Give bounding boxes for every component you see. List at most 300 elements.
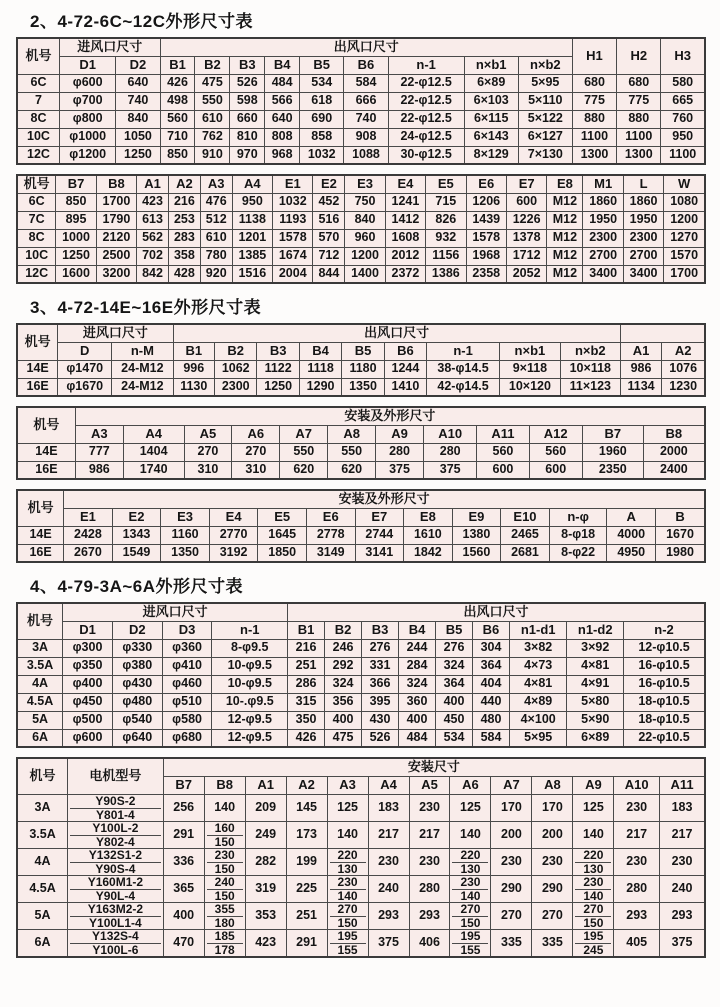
- value-cell: 1700: [96, 193, 136, 211]
- value-cell: 610: [195, 110, 230, 128]
- column-header: B4: [299, 342, 341, 360]
- stacked-values: [452, 903, 488, 929]
- value-cell: 858: [300, 128, 344, 146]
- stacked-value: 230: [337, 874, 358, 889]
- value-cell: 534: [436, 729, 473, 747]
- value-cell: φ460: [162, 675, 212, 693]
- row-label: 8C: [17, 110, 60, 128]
- header-row: [17, 342, 705, 360]
- value-cell: 1960: [582, 443, 643, 461]
- value-cell: φ540: [112, 711, 162, 729]
- value-cell: 600: [506, 193, 546, 211]
- value-cell: 16-φ10.5: [624, 675, 705, 693]
- value-cell: 560: [477, 443, 529, 461]
- table-row: [17, 92, 705, 110]
- value-cell: 880: [572, 110, 616, 128]
- value-cell: 1378: [506, 229, 546, 247]
- value-cell: 1241: [385, 193, 425, 211]
- value-cell: 780: [200, 247, 232, 265]
- column-header: B8: [96, 175, 136, 193]
- value-cell: 5×95: [509, 729, 566, 747]
- table-row: [17, 229, 705, 247]
- value-cell: 1610: [404, 526, 453, 544]
- stacked-value: Y100L-6: [70, 943, 161, 956]
- table-row: [17, 360, 705, 378]
- column-header: E3: [161, 508, 210, 526]
- value-cell: φ700: [60, 92, 116, 110]
- stacked-value: 140: [452, 889, 488, 902]
- value-cell: φ680: [162, 729, 212, 747]
- stacked-values: [330, 903, 366, 929]
- value-cell: 356: [325, 693, 362, 711]
- value-cell: 440: [473, 693, 510, 711]
- value-cell: 550: [280, 443, 328, 461]
- value-cell: 6×103: [464, 92, 518, 110]
- stacked-value: 150: [207, 835, 243, 848]
- value-cell: 230: [614, 794, 660, 821]
- value-cell: 895: [56, 211, 96, 229]
- value-cell: 1950: [583, 211, 623, 229]
- value-cell: 5×122: [518, 110, 572, 128]
- table-row: [17, 729, 705, 747]
- column-header: A3: [200, 175, 232, 193]
- row-label: 6A: [17, 929, 68, 957]
- value-cell: 290: [532, 875, 573, 902]
- section-title: 3、4-72-14E~16E外形尺寸表: [30, 298, 262, 317]
- value-cell: 335: [532, 929, 573, 957]
- table-row: [17, 461, 705, 479]
- stacked-value: 240: [214, 874, 235, 889]
- value-cell: 1410: [384, 378, 426, 396]
- value-cell: 125: [327, 794, 368, 821]
- row-label: 5A: [17, 711, 63, 729]
- value-cell: 620: [328, 461, 376, 479]
- stacked-value: Y90L-4: [70, 889, 161, 902]
- stacked-value: 150: [452, 916, 488, 929]
- value-cell: 1193: [273, 211, 313, 229]
- table-row: [17, 675, 705, 693]
- value-cell: 293: [660, 902, 705, 929]
- table-row: [17, 902, 705, 929]
- column-header: D3: [162, 621, 212, 639]
- column-header: E5: [258, 508, 307, 526]
- stacked-cell: [68, 929, 164, 957]
- row-label: 3.5A: [17, 657, 63, 675]
- stacked-values: [207, 822, 243, 848]
- stacked-cell: [573, 848, 614, 875]
- stacked-values: [575, 930, 611, 956]
- stacked-value: Y90S-2: [95, 793, 136, 808]
- stacked-cell: [327, 929, 368, 957]
- value-cell: 404: [473, 675, 510, 693]
- value-cell: 1600: [56, 265, 96, 283]
- value-cell: 4×89: [509, 693, 566, 711]
- value-cell: 24-M12: [112, 378, 173, 396]
- value-cell: 584: [344, 74, 388, 92]
- group-header: 安装尺寸: [163, 758, 705, 776]
- value-cell: 4950: [607, 544, 656, 562]
- value-cell: 6×115: [464, 110, 518, 128]
- value-cell: 125: [573, 794, 614, 821]
- header-row: [17, 508, 705, 526]
- row-label: 4A: [17, 848, 68, 875]
- value-cell: 1516: [232, 265, 272, 283]
- column-header: B1: [173, 342, 215, 360]
- column-header: A3: [75, 425, 123, 443]
- value-cell: 358: [168, 247, 200, 265]
- value-cell: 690: [300, 110, 344, 128]
- value-cell: 584: [473, 729, 510, 747]
- value-cell: 986: [620, 360, 662, 378]
- value-cell: 2700: [623, 247, 663, 265]
- value-cell: 246: [325, 639, 362, 657]
- value-cell: 1080: [664, 193, 705, 211]
- value-cell: 968: [265, 146, 300, 164]
- value-cell: 3400: [583, 265, 623, 283]
- value-cell: 280: [423, 443, 476, 461]
- stacked-value: Y160M1-2: [87, 874, 144, 889]
- value-cell: 1250: [116, 146, 160, 164]
- value-cell: 4×81: [567, 657, 624, 675]
- value-cell: 38-φ14.5: [427, 360, 500, 378]
- stacked-value: 230: [214, 847, 235, 862]
- value-cell: 920: [200, 265, 232, 283]
- table-row: [17, 378, 705, 396]
- stacked-values: [207, 903, 243, 929]
- value-cell: 428: [168, 265, 200, 283]
- column-header: D1: [63, 621, 113, 639]
- row-label: 7C: [17, 211, 56, 229]
- stacked-cell: [450, 902, 491, 929]
- column-header: n-1: [212, 621, 288, 639]
- stacked-values: [452, 876, 488, 902]
- value-cell: 710: [160, 128, 195, 146]
- value-cell: 230: [491, 848, 532, 875]
- stacked-value: 270: [583, 901, 604, 916]
- column-header: H2: [617, 38, 661, 74]
- column-header: H1: [572, 38, 616, 74]
- stacked-cell: [68, 875, 164, 902]
- value-cell: 240: [368, 875, 409, 902]
- value-cell: 2778: [306, 526, 355, 544]
- value-cell: 2400: [643, 461, 705, 479]
- value-cell: 270: [232, 443, 280, 461]
- value-cell: 364: [473, 657, 510, 675]
- value-cell: 470: [163, 929, 204, 957]
- stacked-value: Y100L-2: [92, 820, 139, 835]
- value-cell: 8-φ22: [549, 544, 607, 562]
- value-cell: 932: [426, 229, 466, 247]
- table-row: [17, 821, 705, 848]
- column-header: 机号: [17, 490, 64, 526]
- value-cell: 6×127: [518, 128, 572, 146]
- value-cell: 293: [614, 902, 660, 929]
- value-cell: 4×91: [567, 675, 624, 693]
- value-cell: 1670: [656, 526, 705, 544]
- value-cell: 580: [661, 74, 705, 92]
- table-row: [17, 693, 705, 711]
- row-label: 16E: [17, 544, 64, 562]
- value-cell: 1230: [662, 378, 705, 396]
- column-header: A6: [450, 776, 491, 794]
- value-cell: 1200: [345, 247, 385, 265]
- column-header: B3: [362, 621, 399, 639]
- value-cell: 230: [409, 794, 450, 821]
- table-row: [17, 711, 705, 729]
- value-cell: 1206: [466, 193, 506, 211]
- value-cell: 1122: [257, 360, 299, 378]
- value-cell: 304: [473, 639, 510, 657]
- column-header: E8: [547, 175, 583, 193]
- value-cell: 3200: [96, 265, 136, 283]
- column-header: n1-d1: [509, 621, 566, 639]
- row-label: 12C: [17, 146, 60, 164]
- value-cell: M12: [547, 229, 583, 247]
- value-cell: 22-φ12.5: [388, 92, 464, 110]
- table-row: [17, 794, 705, 821]
- value-cell: 2465: [501, 526, 550, 544]
- column-header: E5: [426, 175, 466, 193]
- column-header: A4: [368, 776, 409, 794]
- value-cell: 270: [184, 443, 232, 461]
- table-row: [17, 265, 705, 283]
- column-header: E4: [385, 175, 425, 193]
- value-cell: 183: [368, 794, 409, 821]
- value-cell: 2120: [96, 229, 136, 247]
- value-cell: 1712: [506, 247, 546, 265]
- stacked-cell: [204, 902, 245, 929]
- value-cell: 284: [399, 657, 436, 675]
- value-cell: φ1670: [58, 378, 112, 396]
- stacked-values: [70, 822, 161, 848]
- value-cell: 762: [195, 128, 230, 146]
- header-row: [17, 490, 705, 508]
- value-cell: 2000: [643, 443, 705, 461]
- column-header: 机号: [17, 758, 68, 794]
- row-label: 3.5A: [17, 821, 68, 848]
- column-header: B3: [230, 56, 265, 74]
- value-cell: 375: [660, 929, 705, 957]
- value-cell: 291: [286, 929, 327, 957]
- row-label: 12C: [17, 265, 56, 283]
- value-cell: 1740: [123, 461, 184, 479]
- column-header: B5: [342, 342, 384, 360]
- table-row: [17, 146, 705, 164]
- value-cell: 230: [368, 848, 409, 875]
- row-label: 6A: [17, 729, 63, 747]
- value-cell: 423: [245, 929, 286, 957]
- group-header: 安装及外形尺寸: [64, 490, 705, 508]
- row-label: 3A: [17, 639, 63, 657]
- value-cell: 10-.φ9.5: [212, 693, 288, 711]
- value-cell: 560: [529, 443, 582, 461]
- stacked-value: 270: [460, 901, 481, 916]
- stacked-value: 195: [460, 928, 481, 943]
- group-header: 进风口尺寸: [60, 38, 161, 56]
- value-cell: 1290: [299, 378, 341, 396]
- row-label: 4.5A: [17, 693, 63, 711]
- column-header: B4: [265, 56, 300, 74]
- value-cell: 570: [313, 229, 345, 247]
- value-cell: 2428: [64, 526, 113, 544]
- stacked-value: 270: [337, 901, 358, 916]
- section-4-72-6c-12c: [16, 7, 706, 284]
- value-cell: 230: [532, 848, 573, 875]
- column-header: D2: [116, 56, 160, 74]
- column-header: A11: [660, 776, 705, 794]
- value-cell: 400: [436, 693, 473, 711]
- stacked-value: 180: [207, 916, 243, 929]
- stacked-cell: [68, 848, 164, 875]
- column-header: 电机型号: [68, 758, 164, 794]
- value-cell: 365: [163, 875, 204, 902]
- row-label: 8C: [17, 229, 56, 247]
- value-cell: 600: [477, 461, 529, 479]
- table-row: [17, 443, 705, 461]
- value-cell: 1100: [572, 128, 616, 146]
- value-cell: 1088: [344, 146, 388, 164]
- value-cell: 216: [288, 639, 325, 657]
- stacked-values: [70, 930, 161, 956]
- column-header: A4: [123, 425, 184, 443]
- column-header: D: [58, 342, 112, 360]
- value-cell: 324: [325, 675, 362, 693]
- header-row: [17, 425, 705, 443]
- stacked-cell: [450, 875, 491, 902]
- value-cell: 2670: [64, 544, 113, 562]
- value-cell: 16-φ10.5: [624, 657, 705, 675]
- value-cell: 2358: [466, 265, 506, 283]
- section-tables: [16, 37, 706, 284]
- value-cell: M12: [547, 265, 583, 283]
- value-cell: 618: [300, 92, 344, 110]
- stacked-value: 355: [214, 901, 235, 916]
- row-label: 16E: [17, 378, 58, 396]
- value-cell: 125: [450, 794, 491, 821]
- value-cell: 1404: [123, 443, 184, 461]
- value-cell: 450: [436, 711, 473, 729]
- value-cell: 22-φ12.5: [388, 74, 464, 92]
- column-header: A8: [532, 776, 573, 794]
- table-row: [17, 544, 705, 562]
- value-cell: 8-φ18: [549, 526, 607, 544]
- column-header: E4: [209, 508, 258, 526]
- row-label: 10C: [17, 128, 60, 146]
- value-cell: 550: [328, 443, 376, 461]
- table-row: [17, 639, 705, 657]
- column-header: n-1: [427, 342, 500, 360]
- value-cell: 550: [195, 92, 230, 110]
- header-row: [17, 603, 705, 621]
- value-cell: 400: [163, 902, 204, 929]
- value-cell: 24-M12: [112, 360, 173, 378]
- column-header: A2: [168, 175, 200, 193]
- value-cell: 1130: [173, 378, 215, 396]
- value-cell: 353: [245, 902, 286, 929]
- group-header: 出风口尺寸: [160, 38, 572, 56]
- value-cell: 3141: [355, 544, 404, 562]
- value-cell: 1860: [583, 193, 623, 211]
- value-cell: 666: [344, 92, 388, 110]
- column-header: A12: [529, 425, 582, 443]
- value-cell: 475: [325, 729, 362, 747]
- stacked-value: 150: [330, 916, 366, 929]
- stacked-cell: [204, 821, 245, 848]
- value-cell: 750: [345, 193, 385, 211]
- value-cell: 426: [288, 729, 325, 747]
- group-header: [620, 324, 705, 342]
- value-cell: 8×129: [464, 146, 518, 164]
- column-header: A9: [573, 776, 614, 794]
- value-cell: 1578: [273, 229, 313, 247]
- value-cell: 230: [660, 848, 705, 875]
- value-cell: 12-φ9.5: [212, 729, 288, 747]
- value-cell: 6×89: [464, 74, 518, 92]
- value-cell: 840: [116, 110, 160, 128]
- value-cell: 4×73: [509, 657, 566, 675]
- value-cell: φ380: [112, 657, 162, 675]
- value-cell: 640: [116, 74, 160, 92]
- value-cell: φ600: [60, 74, 116, 92]
- value-cell: 335: [491, 929, 532, 957]
- column-header: A7: [491, 776, 532, 794]
- value-cell: 2700: [583, 247, 623, 265]
- value-cell: 1100: [661, 146, 705, 164]
- value-cell: 996: [173, 360, 215, 378]
- stacked-value: 130: [575, 862, 611, 875]
- value-cell: 1244: [384, 360, 426, 378]
- value-cell: 526: [362, 729, 399, 747]
- value-cell: 1608: [385, 229, 425, 247]
- column-header: B5: [300, 56, 344, 74]
- column-header: B1: [288, 621, 325, 639]
- column-header: 机号: [17, 603, 63, 639]
- stacked-cell: [573, 875, 614, 902]
- value-cell: 1850: [258, 544, 307, 562]
- column-header: A: [607, 508, 656, 526]
- value-cell: 145: [286, 794, 327, 821]
- header-row: [17, 38, 705, 56]
- stacked-cell: [450, 929, 491, 957]
- column-header: E10: [501, 508, 550, 526]
- table-3a-6a-motor-install: [16, 757, 706, 958]
- group-header: 出风口尺寸: [288, 603, 705, 621]
- value-cell: 22-φ10.5: [624, 729, 705, 747]
- value-cell: φ1200: [60, 146, 116, 164]
- header-row: [17, 758, 705, 776]
- value-cell: M12: [547, 193, 583, 211]
- column-header: E2: [112, 508, 161, 526]
- section-4-79-3a-6a: [16, 572, 706, 958]
- stacked-value: 220: [583, 847, 604, 862]
- value-cell: φ510: [162, 693, 212, 711]
- column-header: 机号: [17, 38, 60, 74]
- value-cell: 1250: [257, 378, 299, 396]
- column-header: E6: [306, 508, 355, 526]
- column-header: A5: [184, 425, 232, 443]
- value-cell: 950: [232, 193, 272, 211]
- value-cell: 217: [409, 821, 450, 848]
- column-header: n1-d2: [567, 621, 624, 639]
- group-header: 出风口尺寸: [173, 324, 620, 342]
- value-cell: 1968: [466, 247, 506, 265]
- column-header: n×b2: [560, 342, 620, 360]
- stacked-value: Y163M2-2: [87, 901, 144, 916]
- table-row: [17, 128, 705, 146]
- column-header: D2: [112, 621, 162, 639]
- value-cell: 480: [473, 711, 510, 729]
- value-cell: 140: [450, 821, 491, 848]
